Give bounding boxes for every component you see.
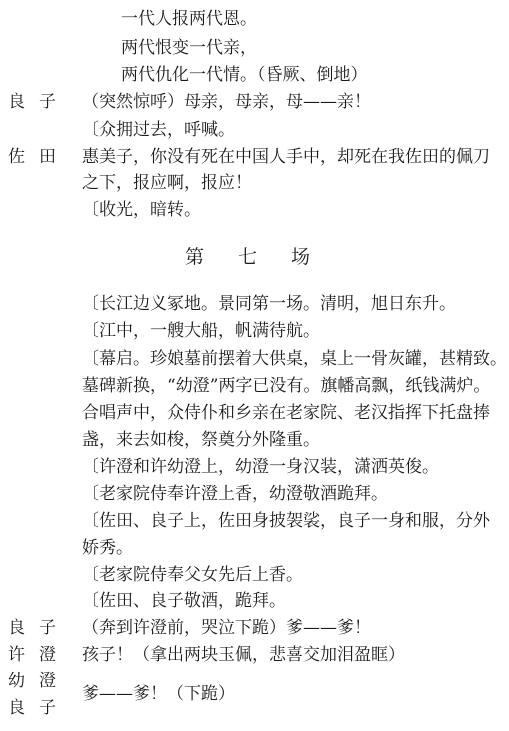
stage-direction: 〔众拥过去，呼喊。 (82, 120, 235, 140)
poem-line: 两代恨变一代亲， (121, 38, 257, 58)
scene-title: 第 七 场 (184, 246, 325, 268)
dialogue-line: （奔到许澄前，哭泣下跪）爹——爹！ (82, 618, 371, 638)
speaker-name: 许澄 (8, 645, 70, 665)
stage-direction: 〔许澄和许幼澄上，幼澄一身汉装，潇洒英俊。 (82, 457, 439, 477)
speaker-name: 佐田 (8, 147, 70, 167)
stage-direction: 〔佐田、良子上，佐田身披袈裟，良子一身和服，分外 (82, 511, 490, 531)
poem-line: 两代仇化一代情。（昏厥、倒地） (121, 65, 368, 85)
dialogue-line: 之下，报应啊，报应！ (82, 173, 252, 193)
stage-direction: 合唱声中，众侍仆和乡亲在老家院、老汉指挥下托盘捧 (82, 403, 490, 423)
stage-direction: 〔长江边义冢地。景同第一场。清明，旭日东升。 (82, 294, 456, 314)
dialogue-line: （突然惊呼）母亲，母亲，母——亲！ (82, 92, 371, 112)
stage-direction: 墓碑新换，“幼澄”两字已没有。旗幡高飘，纸钱满炉。 (82, 376, 491, 396)
stage-direction: 娇秀。 (82, 538, 133, 558)
stage-direction: 〔佐田、良子敬酒，跪拜。 (82, 591, 286, 611)
stage-direction: 〔收光，暗转。 (82, 200, 201, 220)
dialogue-line: 爹——爹！（下跪） (82, 684, 235, 704)
stage-direction: 〔老家院侍奉许澄上香，幼澄敬酒跪拜。 (82, 484, 388, 504)
speaker-name: 幼澄 (8, 671, 70, 691)
speaker-name: 良子 (8, 92, 70, 112)
stage-direction: 盏，来去如梭，祭奠分外隆重。 (82, 430, 320, 450)
dialogue-line: 孩子！（拿出两块玉佩，悲喜交加泪盈眶） (82, 645, 405, 665)
poem-line: 一代人报两代恩。 (121, 9, 257, 29)
speaker-name: 良子 (8, 698, 70, 718)
stage-direction: 〔老家院侍奉父女先后上香。 (82, 565, 303, 585)
stage-direction: 〔江中，一艘大船，帆满待航。 (82, 321, 320, 341)
speaker-name: 良子 (8, 618, 70, 638)
stage-direction: 〔幕启。珍娘墓前摆着大供桌，桌上一骨灰罐，甚精致。 (82, 349, 507, 369)
dialogue-line: 惠美子，你没有死在中国人手中，却死在我佐田的佩刀 (82, 147, 490, 167)
